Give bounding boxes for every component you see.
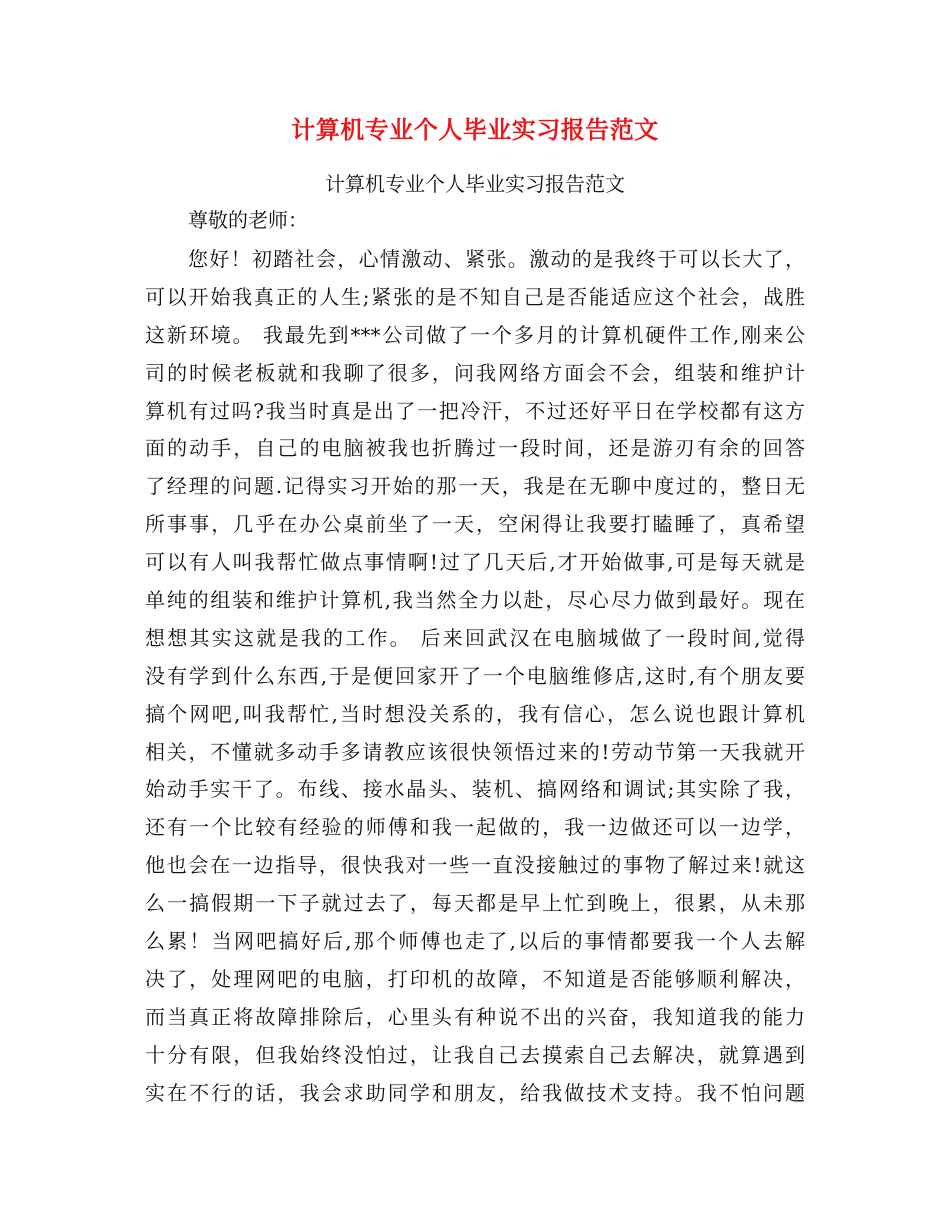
text-line: 他也会在一边指导，很快我对一些一直没接触过的事物了解过来!就这 xyxy=(145,853,805,878)
text-line: 可以开始我真正的人生;紧张的是不知自己是否能适应这个社会，战胜 xyxy=(145,284,805,309)
text-line: 决了，处理网吧的电脑，打印机的故障，不知道是否能够顺利解决， xyxy=(145,966,805,991)
document-subtitle: 计算机专业个人毕业实习报告范文 xyxy=(325,172,625,196)
text-line: 么累！当网吧搞好后,那个师傅也走了,以后的事情都要我一个人去解 xyxy=(145,929,805,954)
body-paragraph xyxy=(145,241,805,1112)
text-line: 所事事，几乎在办公桌前坐了一天，空闲得让我要打瞌睡了，真希望 xyxy=(145,512,805,537)
text-line: 十分有限，但我始终没怕过，让我自己去摸索自己去解决，就算遇到 xyxy=(145,1042,805,1067)
text-line: 还有一个比较有经验的师傅和我一起做的，我一边做还可以一边学， xyxy=(145,815,805,840)
text-line: 想想其实这就是我的工作。 后来回武汉在电脑城做了一段时间,觉得 xyxy=(145,625,805,650)
text-line: 而当真正将故障排除后，心里头有种说不出的兴奋，我知道我的能力 xyxy=(145,1004,805,1029)
text-line: 可以有人叫我帮忙做点事情啊!过了几天后,才开始做事,可是每天就是 xyxy=(145,550,805,575)
text-line: 面的动手，自己的电脑被我也折腾过一段时间，还是游刃有余的回答 xyxy=(145,436,805,461)
text-line: 了经理的问题.记得实习开始的那一天，我是在无聊中度过的，整日无 xyxy=(145,474,805,499)
salutation: 尊敬的老师： xyxy=(188,208,308,232)
text-line: 搞个网吧,叫我帮忙,当时想没关系的，我有信心，怎么说也跟计算机 xyxy=(145,701,805,726)
text-line: 么一搞假期一下子就过去了，每天都是早上忙到晚上，很累，从未那 xyxy=(145,891,805,916)
text-line: 单纯的组装和维护计算机,我当然全力以赴，尽心尽力做到最好。现在 xyxy=(145,588,805,613)
text-line: 司的时候老板就和我聊了很多，问我网络方面会不会，组装和维护计 xyxy=(145,360,805,385)
text-line: 您好！初踏社会，心情激动、紧张。激动的是我终于可以长大了， xyxy=(188,247,805,271)
text-line: 这新环境。 我最先到***公司做了一个多月的计算机硬件工作,刚来公 xyxy=(145,322,805,347)
text-line: 实在不行的话，我会求助同学和朋友，给我做技术支持。我不怕问题 xyxy=(145,1080,805,1105)
text-line: 始动手实干了。布线、接水晶头、装机、搞网络和调试;其实除了我， xyxy=(145,777,805,802)
document-title: 计算机专业个人毕业实习报告范文 xyxy=(291,116,659,144)
text-line: 算机有过吗?我当时真是出了一把冷汗，不过还好平日在学校都有这方 xyxy=(145,398,805,423)
text-line: 相关，不懂就多动手多请教应该很快领悟过来的!劳动节第一天我就开 xyxy=(145,739,805,764)
text-line: 没有学到什么东西,于是便回家开了一个电脑维修店,这时,有个朋友要 xyxy=(145,663,805,688)
